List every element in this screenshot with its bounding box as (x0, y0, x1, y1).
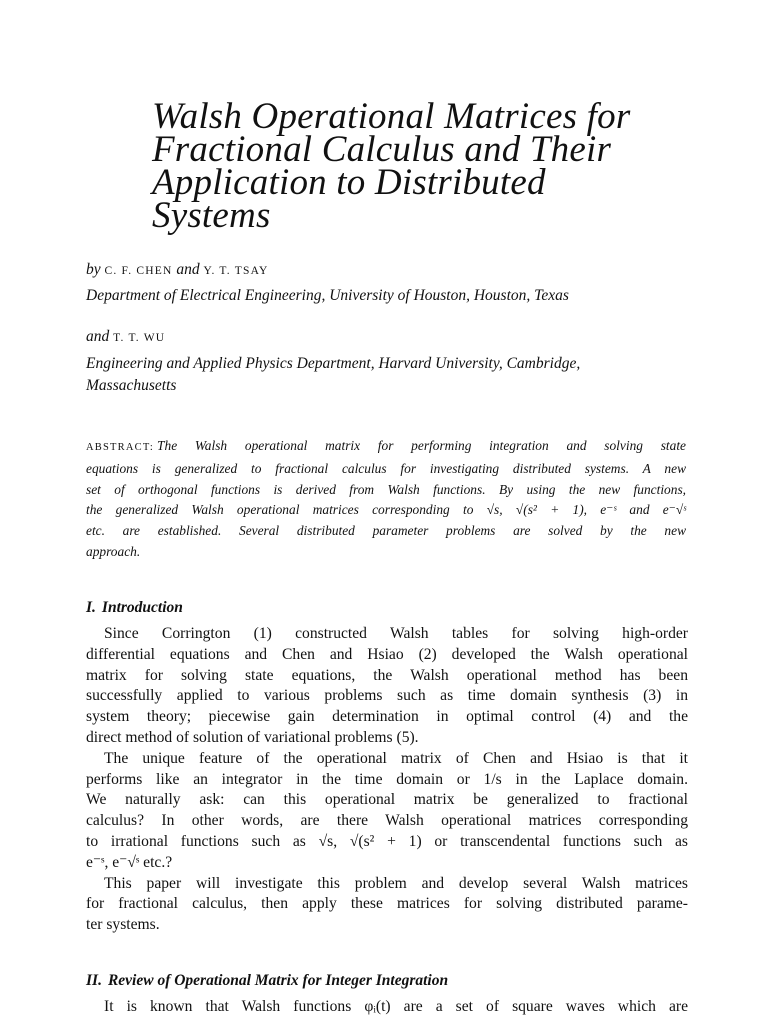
byline-third-author (86, 328, 165, 346)
affiliation-houston: Department of Electrical Engineering, University of Houston, Houston, Texas (86, 287, 569, 304)
body-line: matrix for solving state equations, the Walsh operational method has been (86, 666, 688, 684)
abstract-line: etc. are established. Several distributed parameter problems are solved by the new (86, 523, 686, 539)
affiliation-harvard (86, 353, 696, 397)
section-heading-review (86, 972, 448, 990)
body-line: We naturally ask: can this operational matrix be generalized to fractional (86, 791, 688, 809)
body-line: to irrational functions such as √s, √(s² + 1) or transcendental functions such as (86, 832, 688, 850)
paper-title (152, 96, 712, 236)
author-name: C. F. CHEN (104, 265, 173, 277)
abstract-line: equations is generalized to fractional calculus for investigating distributed systems. A new (86, 460, 686, 476)
body-line: successfully applied to various problems such as time domain synthesis (3) in (86, 687, 688, 705)
section-title: Review of Operational Matrix for Integer Integration (107, 972, 449, 989)
body-line: for fractional calculus, then apply these matrices for solving distributed parame- (86, 895, 688, 913)
title-line: Systems (152, 195, 271, 236)
section-number: I. (86, 599, 96, 616)
title-line: Walsh Operational Matrices for (152, 96, 631, 137)
introduction-body (86, 624, 688, 936)
review-body (86, 997, 688, 1018)
body-line: The unique feature of the operational matrix of Chen and Hsiao is that it (104, 749, 688, 767)
author-name: Y. T. TSAY (203, 265, 269, 277)
and-label: and (176, 261, 200, 278)
byline-first-authors (86, 261, 269, 279)
section-number: II. (86, 972, 102, 989)
abstract-label: ABSTRACT: (86, 442, 155, 453)
body-line: It is known that Walsh functions φᵢ(t) are a set of square waves which are (104, 998, 688, 1015)
author-name: T. T. WU (113, 332, 166, 344)
body-line: This paper will investigate this problem and develop several Walsh matrices (104, 874, 688, 892)
title-line: Application to Distributed (152, 162, 546, 203)
body-line: e⁻ˢ, e⁻√ˢ etc.? (86, 853, 173, 871)
body-line: calculus? In other words, are there Walsh operational matrices corresponding (86, 812, 688, 830)
affiliation-line: Massachusetts (86, 377, 177, 394)
abstract (86, 436, 686, 563)
section-title: Introduction (101, 599, 183, 616)
body-line: Since Corrington (1) constructed Walsh tables for solving high-order (104, 625, 688, 642)
affiliation-line: Engineering and Applied Physics Department, Harvard University, Cambridge, (86, 355, 581, 372)
and-label: and (86, 328, 110, 345)
body-line: ter systems. (86, 916, 160, 934)
abstract-line: approach. (86, 543, 141, 559)
abstract-line: set of orthogonal functions is derived from Walsh functions. By using the new functions, (86, 481, 686, 497)
section-heading-introduction (86, 599, 183, 617)
body-line: direct method of solution of variational problems (5). (86, 728, 419, 746)
by-label: by (86, 261, 101, 278)
body-line: system theory; piecewise gain determination in optimal control (4) and the (86, 708, 688, 726)
body-line: performs like an integrator in the time domain or 1/s in the Laplace domain. (86, 770, 688, 788)
body-line: differential equations and Chen and Hsiao (2) developed the Walsh operational (86, 645, 688, 663)
abstract-line: ABSTRACT: The Walsh operational matrix for performing integration and solving state (86, 438, 686, 453)
title-line: Fractional Calculus and Their (152, 129, 612, 170)
abstract-line: the generalized Walsh operational matrices corresponding to √s, √(s² + 1), e⁻ˢ and e⁻√ˢ (86, 502, 686, 518)
